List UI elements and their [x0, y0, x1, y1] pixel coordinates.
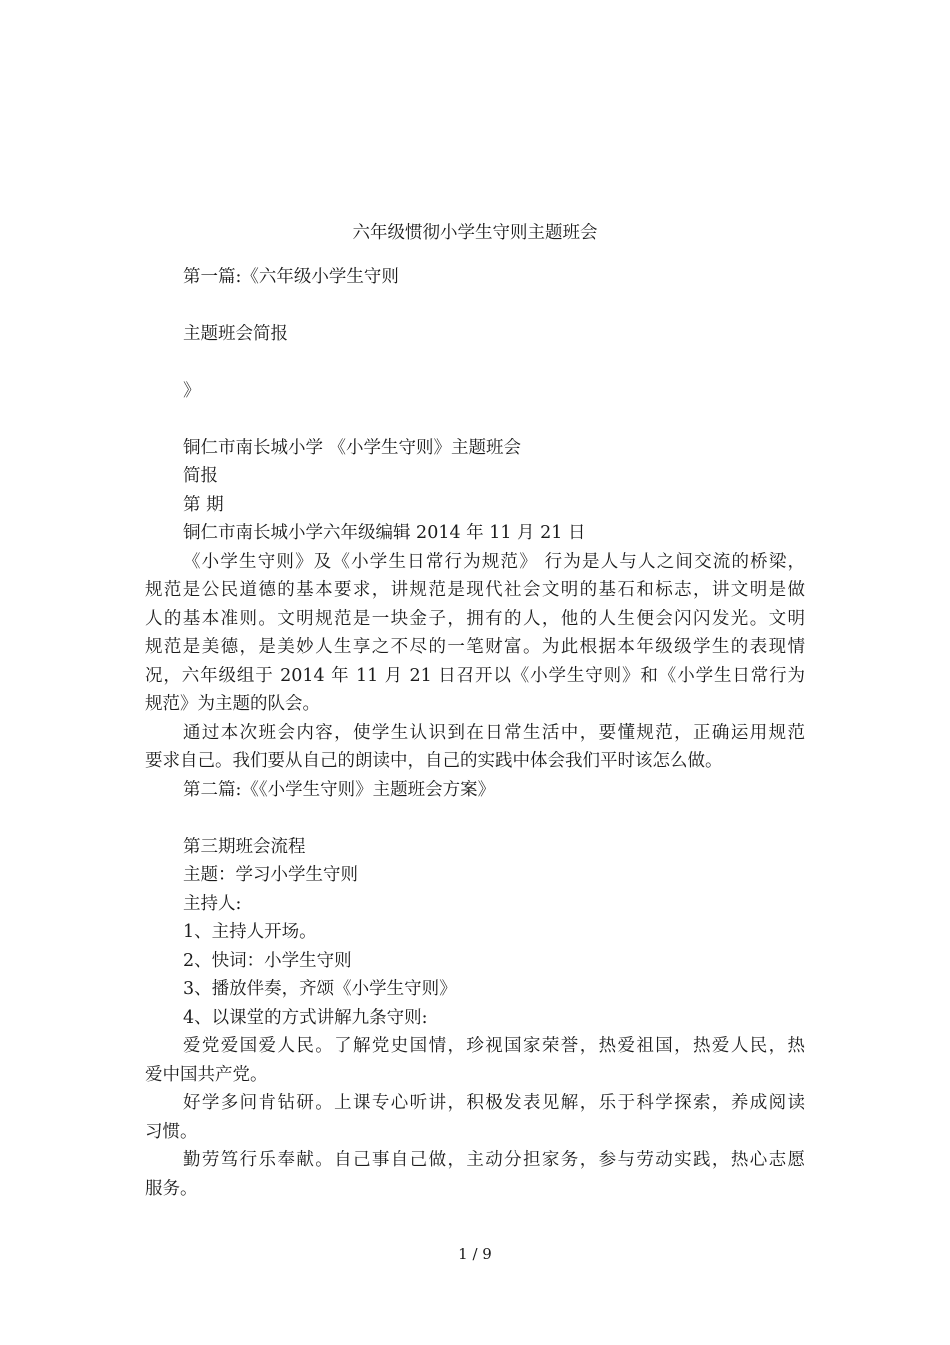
issue-number: 第 期 [183, 495, 224, 515]
document-title: 六年级惯彻小学生守则主题班会 [352, 223, 598, 243]
part1-heading: 第一篇:《六年级小学生守则 [183, 267, 399, 287]
part2-heading: 第二篇:《《小学生守则》主题班会方案》 [183, 780, 496, 800]
step-item: 1、主持人开场。 [183, 922, 317, 942]
step-item: 4、以课堂的方式讲解九条守则: [183, 1008, 428, 1028]
rule-line: 习惯。 [145, 1122, 198, 1142]
step-item: 3、播放伴奏，齐颂《小学生守则》 [183, 979, 457, 999]
paragraph-line: 规范是公民道德的基本要求，讲规范是现代社会文明的基石和标志，讲文明是做 [145, 580, 805, 600]
report-type: 简报 [183, 466, 218, 486]
report-title: 铜仁市南长城小学 《小学生守则》主题班会 [183, 438, 522, 458]
rule-line: 服务。 [145, 1179, 198, 1199]
editor-line: 铜仁市南长城小学六年级编辑 2014 年 11 月 21 日 [183, 523, 586, 543]
paragraph-line: 人的基本准则。文明规范是一块金子，拥有的人，他的人生便会闪闪发光。文明 [145, 609, 805, 629]
flow-title: 第三期班会流程 [183, 837, 306, 857]
paragraph-line: 况，六年级组于 2014 年 11 月 21 日召开以《小学生守则》和《小学生日常行为 [145, 666, 805, 686]
paragraph-line: 规范是美德，是美妙人生享之不尽的一笔财富。为此根据本年级级学生的表现情 [145, 637, 805, 657]
rule-line: 勤劳笃行乐奉献。自己事自己做，主动分担家务，参与劳动实践，热心志愿 [183, 1150, 805, 1170]
theme-line: 主题：学习小学生守则 [183, 865, 358, 885]
part1-heading-subtitle: 主题班会简报 [183, 324, 288, 344]
paragraph-line: 规范》为主题的队会。 [145, 694, 320, 714]
paragraph-line: 《小学生守则》及《小学生日常行为规范》 行为是人与人之间交流的桥梁， [183, 552, 805, 572]
paragraph-line: 要求自己。我们要从自己的朗读中，自己的实践中体会我们平时该怎么做。 [145, 751, 723, 771]
rule-line: 爱中国共产党。 [145, 1065, 268, 1085]
step-item: 2、快词：小学生守则 [183, 951, 352, 971]
part1-heading-close: 》 [183, 381, 201, 401]
rule-line: 爱党爱国爱人民。了解党史国情，珍视国家荣誉，热爱祖国，热爱人民，热 [183, 1036, 805, 1056]
rule-line: 好学多问肯钻研。上课专心听讲，积极发表见解，乐于科学探索，养成阅读 [183, 1093, 805, 1113]
page-indicator: 1 / 9 [458, 1245, 492, 1263]
paragraph-line: 通过本次班会内容，使学生认识到在日常生活中，要懂规范，正确运用规范 [183, 723, 805, 743]
host-line: 主持人: [183, 894, 242, 914]
